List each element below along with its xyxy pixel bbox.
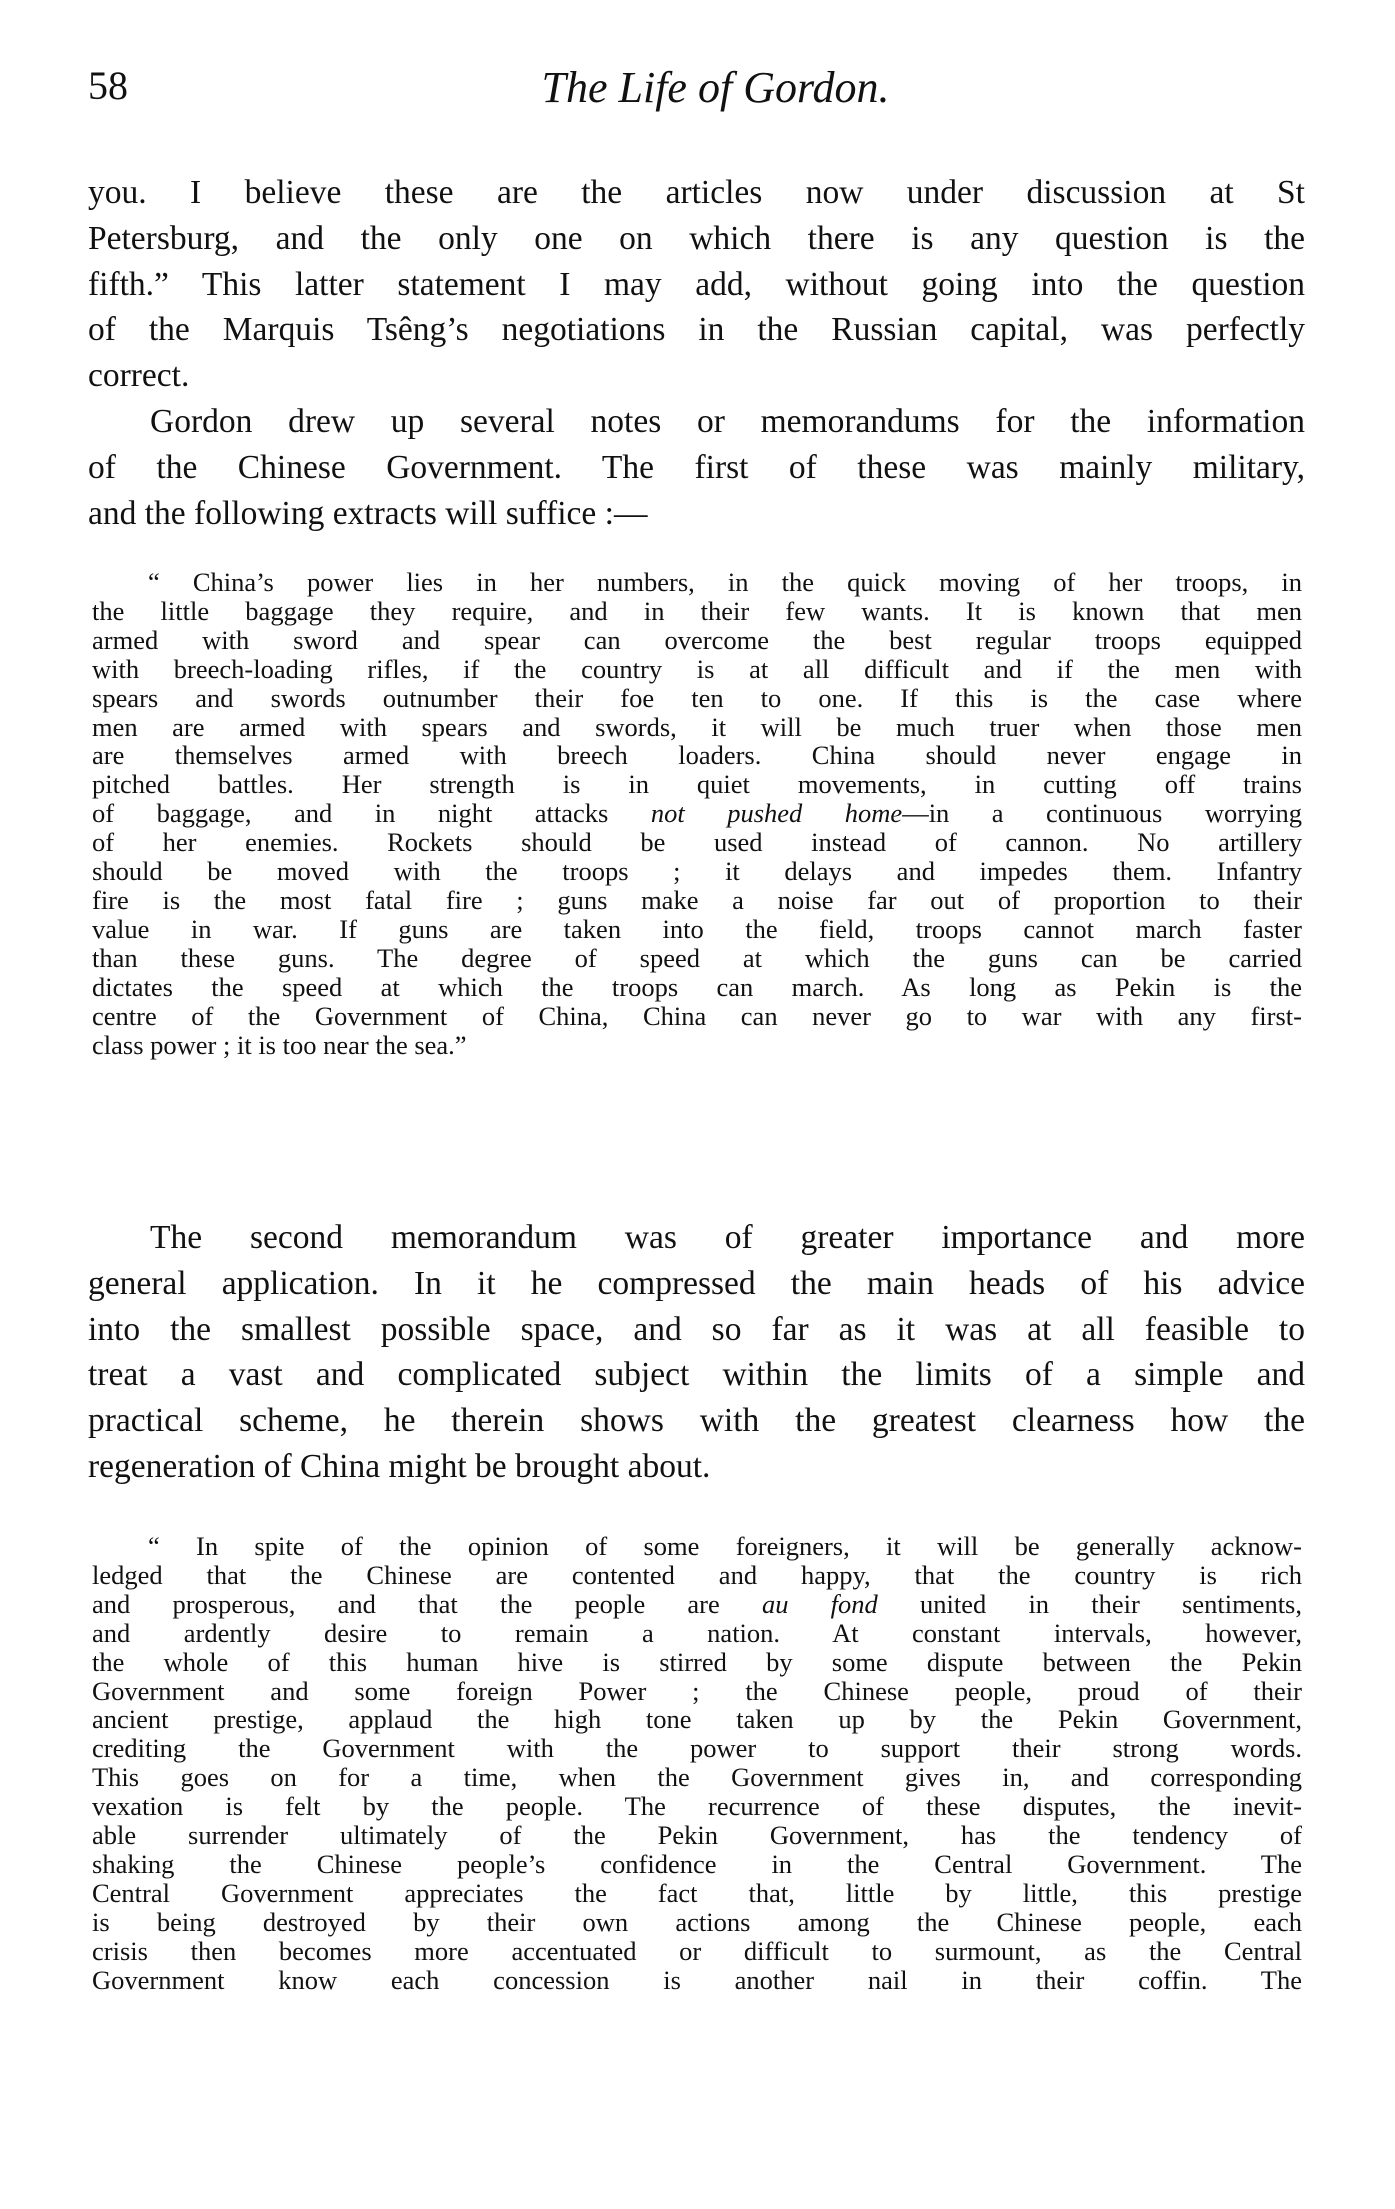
quote-line: dictates the speed at which the troops can march. As long as Pekin is the	[92, 971, 1302, 1002]
text-line: correct.	[88, 357, 190, 395]
quote-line: armed with sword and spear can overcome the best regular troops equipped	[92, 624, 1302, 655]
paragraph-second-memorandum	[88, 1215, 1305, 1490]
text-line: Petersburg, and the only one on which there is any question is the	[88, 219, 1305, 257]
text-line: of the Marquis Tsêng’s negotiations in the Russian capital, was perfectly	[88, 311, 1305, 349]
quote-line: men are armed with spears and swords, it will be much truer when those men	[92, 711, 1302, 742]
text-line: The second memorandum was of greater importance and more	[150, 1219, 1305, 1256]
italic-phrase: not pushed home	[650, 798, 903, 829]
page-number: 58	[88, 63, 128, 108]
text-line: Gordon drew up several notes or memorandums for the information	[150, 402, 1305, 440]
text-line: general application. In it he compressed the main heads of his advice	[88, 1264, 1305, 1302]
quote-line: class power ; it is too near the sea.”	[92, 1029, 467, 1060]
quote-line: and ardently desire to remain a nation. At constant intervals, however,	[92, 1617, 1302, 1648]
quote-line: “ In spite of the opinion of some foreigners, it will be generally acknow-	[148, 1531, 1302, 1561]
quote-line: with breech-loading rifles, if the country is at all difficult and if the men with	[92, 653, 1302, 684]
italic-phrase: au fond	[761, 1588, 878, 1619]
quote-line: pitched battles. Her strength is in quiet movements, in cutting off trains	[92, 769, 1302, 800]
quote-line: ledged that the Chinese are contented and happy, that the country is rich	[92, 1559, 1302, 1590]
text-line: fifth.” This latter statement I may add, without going into the question	[88, 265, 1305, 303]
quote-line: crediting the Government with the power to support their strong words.	[92, 1733, 1302, 1764]
quote-line: of her enemies. Rockets should be used instead of cannon. No artillery	[92, 827, 1302, 858]
quote-line: Government and some foreign Power ; the Chinese people, proud of their	[92, 1675, 1302, 1706]
quote-line: “ China’s power lies in her numbers, in the quick moving of her troops, in	[148, 567, 1302, 597]
quote-line: Government know each concession is another nail in their coffin. The	[92, 1964, 1302, 1995]
running-title: The Life of Gordon.	[541, 63, 890, 112]
quote-line: This goes on for a time, when the Government gives in, and corresponding	[92, 1762, 1302, 1793]
quote-line: centre of the Government of China, China can never go to war with any first-	[92, 1000, 1302, 1031]
text-line: practical scheme, he therein shows with the greatest clearness how the	[88, 1402, 1305, 1440]
quote-line: the little baggage they require, and in their few wants. It is known that men	[92, 595, 1302, 626]
paragraph-continuation	[88, 170, 1305, 536]
text-line: you. I believe these are the articles now under discussion at St	[88, 174, 1305, 211]
block-quote-second-memorandum	[92, 1532, 1302, 1995]
page-header	[88, 62, 1303, 122]
text-line: treat a vast and complicated subject within the limits of a simple and	[88, 1356, 1305, 1394]
quote-line: of baggage, and in night attacks not pushed home—in a continuous worrying	[92, 798, 1302, 829]
quote-line: the whole of this human hive is stirred by some dispute between the Pekin	[92, 1646, 1302, 1677]
block-quote-military-memorandum	[92, 568, 1302, 1059]
text-line: regeneration of China might be brought about.	[88, 1447, 711, 1485]
quote-line: value in war. If guns are taken into the field, troops cannot march faster	[92, 913, 1302, 944]
quote-line: spears and swords outnumber their foe ten to one. If this is the case where	[92, 682, 1302, 713]
quote-line: crisis then becomes more accentuated or difficult to surmount, as the Central	[92, 1935, 1302, 1966]
quote-line: should be moved with the troops ; it delays and impedes them. Infantry	[92, 856, 1302, 887]
quote-line: is being destroyed by their own actions among the Chinese people, each	[92, 1906, 1302, 1937]
quote-line: Central Government appreciates the fact that, little by little, this prestige	[92, 1877, 1302, 1908]
text-line: of the Chinese Government. The first of these was mainly military,	[88, 448, 1305, 486]
quote-line: fire is the most fatal fire ; guns make a noise far out of proportion to their	[92, 884, 1302, 915]
quote-line: and prosperous, and that the people are au fond united in their sentiments,	[92, 1588, 1302, 1619]
text-line: into the smallest possible space, and so far as it was at all feasible to	[88, 1310, 1305, 1348]
quote-line: than these guns. The degree of speed at which the guns can be carried	[92, 942, 1302, 973]
quote-line: vexation is felt by the people. The recurrence of these disputes, the inevit-	[92, 1791, 1302, 1822]
quote-line: ancient prestige, applaud the high tone taken up by the Pekin Government,	[92, 1704, 1302, 1735]
quote-line: are themselves armed with breech loaders. China should never engage in	[92, 740, 1302, 771]
quote-line: shaking the Chinese people’s confidence in the Central Government. The	[92, 1848, 1302, 1879]
text-line: and the following extracts will suffice :—	[88, 494, 648, 532]
quote-line: able surrender ultimately of the Pekin Government, has the tendency of	[92, 1820, 1302, 1851]
